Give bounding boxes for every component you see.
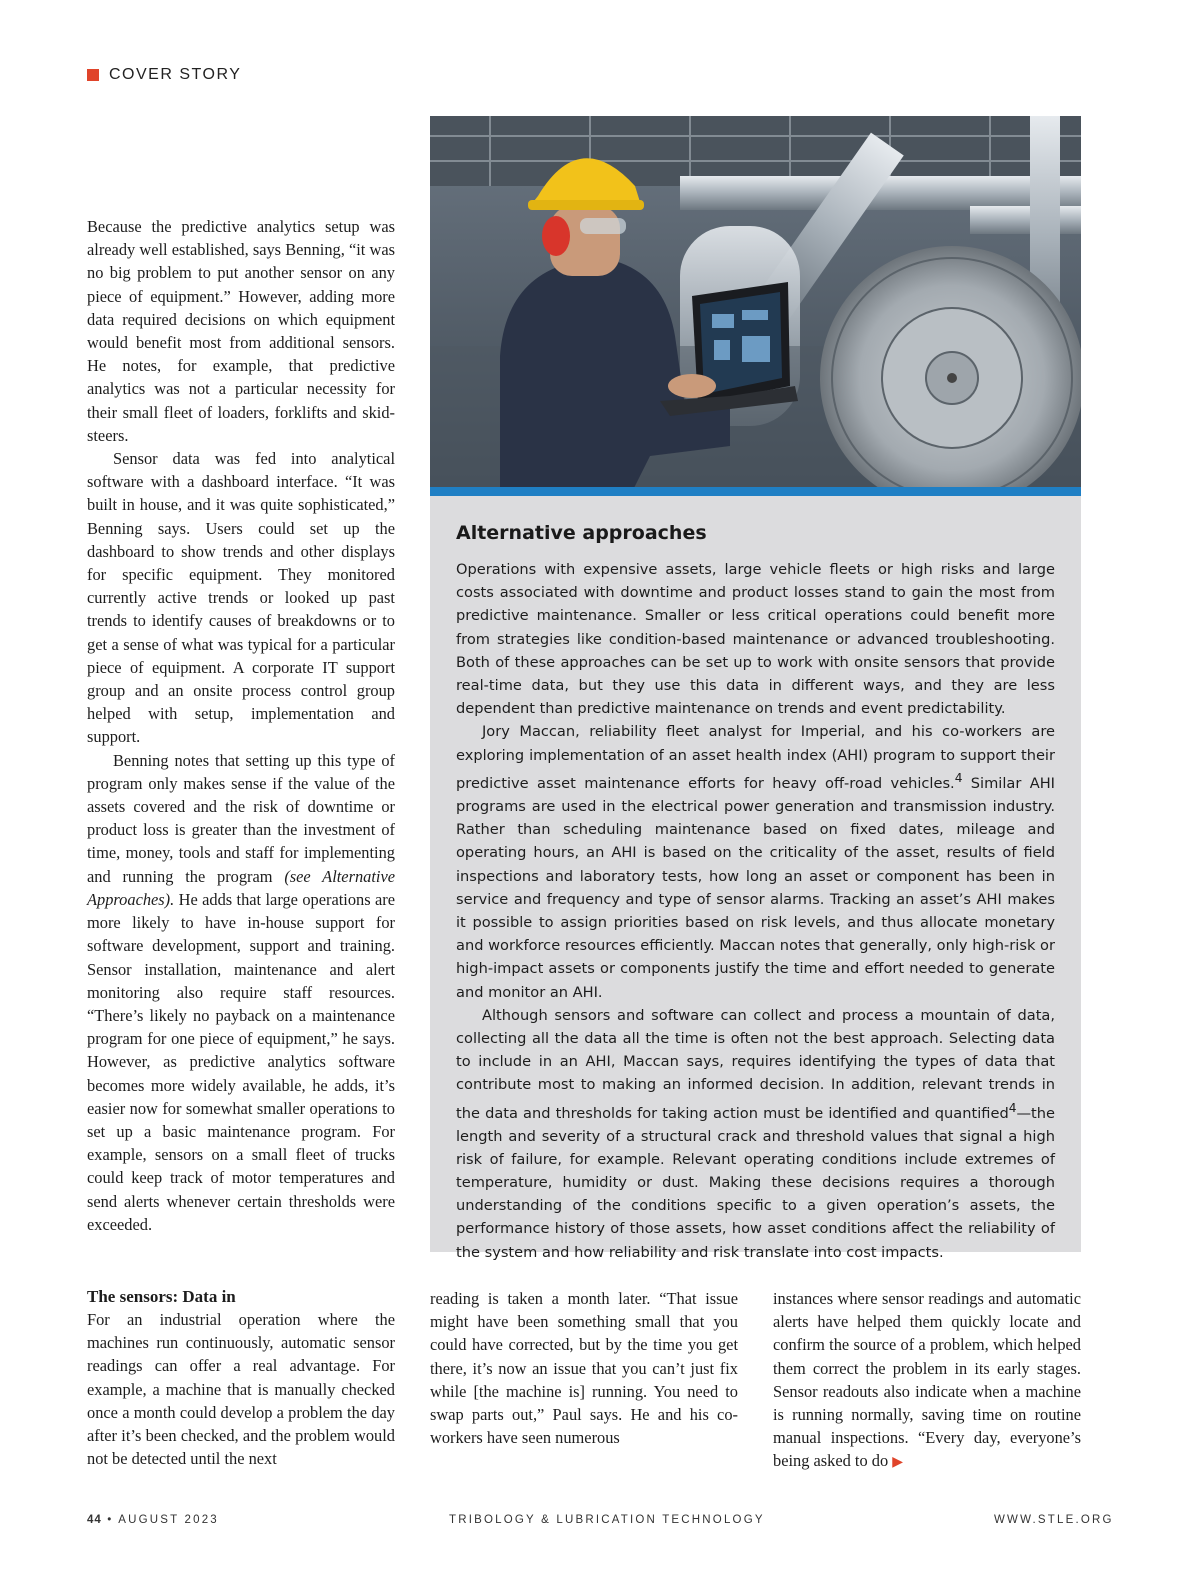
sidebar-paragraph-3-text-b: —the length and severity of a structural crack and threshold values that signal a high risk of failure, for example. Relevant operating conditions include extremes of temperature, humidity or dust. Making these decisions requires a thorough understanding of the conditions specific to a given operation’s assets, the performance history of those assets, how asset conditions affect the reliability of the system and how reliability and risk translate into cost impacts. — [456, 1104, 1055, 1261]
footer-separator: • — [107, 1514, 114, 1526]
footer-left — [87, 1514, 219, 1526]
sidebar-paragraph-3 — [456, 1004, 1055, 1264]
body-paragraph-1: Because the predictive analytics setup was already well established, says Benning, “it was no big problem to put another sensor on any piece of equipment.” However, adding more data required decisions on which equipment would benefit most from additional sensors. He notes, for example, that predictive analytics was not a particular necessity for their small fleet of loaders, forklifts and skid-steers. — [87, 217, 395, 445]
sidebar-paragraph-3-text-a: Although sensors and software can collect and process a mountain of data, collecting all the data all the time is often not the best approach. Selecting data to include in an AHI, Maccan says, requires identifying the types of data that contribute most to making an informed decision. In addition, relevant trends in the data and thresholds for taking action must be identified and quantified — [456, 1006, 1055, 1122]
sidebar-paragraph-2-text-a: Jory Maccan, reliability fleet analyst for Imperial, and his co-workers are exploring implementation of an asset health index (AHI) program to support their predictive asset maintenance efforts for heavy off-road vehicles. — [456, 723, 1055, 792]
section-marker-square — [87, 69, 99, 81]
sidebar-accent-band — [430, 487, 1081, 496]
page-number: 44 — [87, 1514, 102, 1526]
body-paragraph-3-text-a: Benning notes that setting up this type of program only makes sense if the value of the assets covered and the risk of downtime or product loss is greater than the investment of time, money, tools and staff for implementing and running the program — [87, 750, 395, 886]
photo-illustration — [430, 116, 1081, 496]
sidebar-paragraph-2-text-b: Similar AHI programs are used in the electrical power generation and transmission industry. Rather than scheduling maintenance based on fixed dates, mileage and operating hours, an AHI is based on the criticality of the asset, results of field inspections and laboratory tests, how long an asset or component has been in service and frequency and type of sensor alarms. Tracking an asset’s AHI makes it possible to assign priorities based on risk levels, and thus allocate monetary and workforce resources efficiently. Maccan notes that generally, only high-risk or high-impact assets or components justify the time and effort needed to generate and monitor an AHI. — [456, 774, 1055, 1001]
website-link[interactable]: WWW.STLE.ORG — [994, 1514, 1114, 1526]
issue-date: AUGUST 2023 — [118, 1514, 219, 1526]
footnote-ref: 4 — [954, 770, 963, 785]
footnote-ref: 4 — [1008, 1100, 1017, 1115]
sensors-column-2 — [430, 1287, 738, 1449]
sidebar-paragraph-1: Operations with expensive assets, large vehicle fleets or high risks and large costs associated with downtime and product losses stand to gain the most from predictive maintenance. Smaller or less critical operations could benefit more from strategies like condition-based maintenance or advanced troubleshooting. Both of these approaches can be set up to work with onsite sensors that provide real-time data, but they use this data in different ways, and they are less dependent than predictive maintenance on trends and event predictability. — [456, 561, 1055, 718]
sidebar-paragraph-2 — [456, 720, 1055, 1003]
body-paragraph-2: Sensor data was fed into analytical software with a dashboard interface. “It was built in house, and it was quite sophisticated,” Benning says. Users could set up the dashboard to show trends and other displays for specific equipment. They monitored currently active trends or looked up past trends to identify causes of breakdowns or to get a sense of what was typical for a particular piece of equipment. A corporate IT support group and an onsite process control group helped with setup, implementation and support. — [87, 449, 395, 747]
sensors-paragraph-3 — [773, 1287, 1081, 1475]
section-heading-sensors: The sensors: Data in — [87, 1287, 236, 1306]
sensors-column-1 — [87, 1285, 395, 1470]
left-column — [87, 215, 395, 1236]
sidebar-alternative-approaches — [430, 496, 1081, 1261]
sidebar-title: Alternative approaches — [456, 522, 707, 544]
body-paragraph-3 — [87, 749, 395, 1236]
section-label-text: COVER STORY — [109, 66, 242, 83]
sensors-paragraph-1: For an industrial operation where the machines run continuously, automatic sensor readings can offer a real advantage. For example, a machine that is manually checked once a month could develop a problem the day after it’s been checked, and the problem would not be detected until the next — [87, 1310, 395, 1469]
continue-arrow-icon[interactable]: ▶ — [892, 1455, 904, 1471]
photo-engineer-with-laptop — [430, 116, 1081, 496]
sensors-paragraph-3-text: instances where sensor readings and automatic alerts have helped them quickly locate and confirm the source of a problem, which helped them correct the problem in its early stages. Sensor readouts also indicate when a machine is running normally, saving time on routine manual inspections. “Every day, everyone’s being asked to do — [773, 1289, 1081, 1471]
cross-reference-link[interactable]: (see Alternative Approaches). — [87, 866, 395, 909]
body-paragraph-3-text-b: He adds that large operations are more likely to have in-house support for software development, support and training. Sensor installation, maintenance and alert monitoring also require staff resources. “There’s likely no payback on a maintenance program for one piece of equipment,” he says. However, as predictive analytics software becomes more widely available, he adds, it’s easier now for somewhat smaller operations to set up a basic maintenance program. For example, sensors on a small fleet of trucks could keep track of motor temperatures and send alerts whenever certain thresholds were exceeded. — [87, 889, 395, 1234]
publication-name: TRIBOLOGY & LUBRICATION TECHNOLOGY — [449, 1514, 765, 1526]
sensors-column-3 — [773, 1287, 1081, 1475]
section-label — [87, 66, 241, 84]
sensors-paragraph-2: reading is taken a month later. “That issue might have been something small that you could have corrected, but by the time you get there, it’s now an issue that you can’t just fix while [the machine is] running. You need to swap parts out,” Paul says. He and his co-workers have seen numerous — [430, 1289, 738, 1448]
